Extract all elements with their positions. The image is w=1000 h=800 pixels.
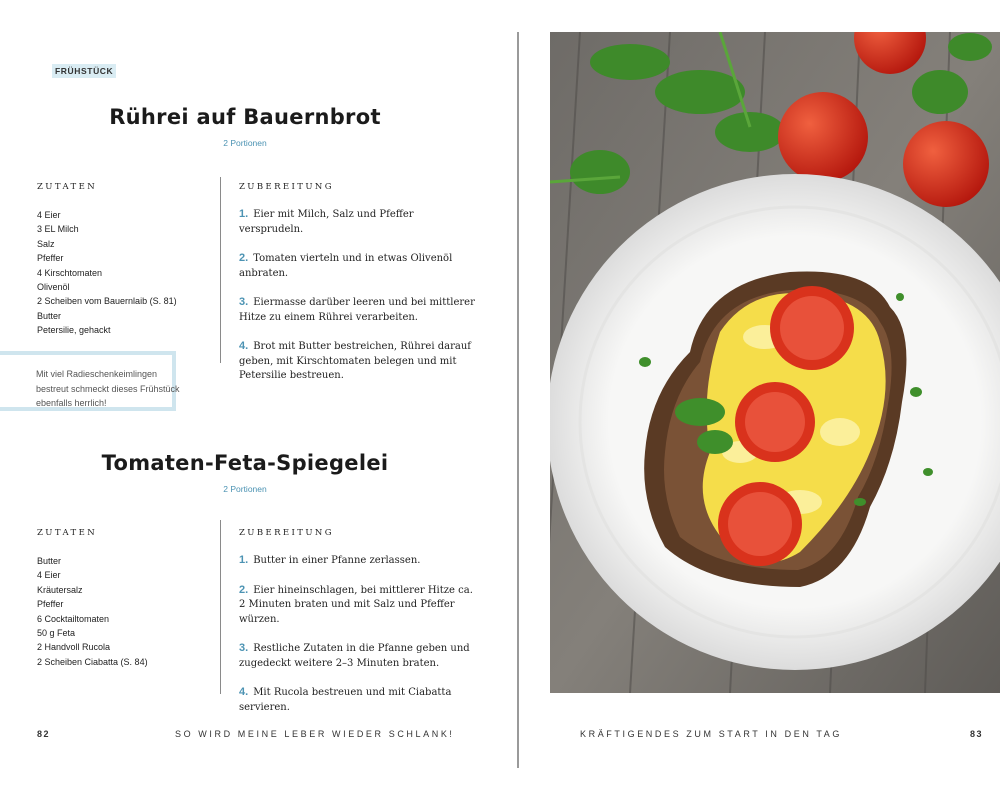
step-text: Mit Rucola bestreuen und mit Ciabatta servieren. bbox=[239, 687, 452, 713]
photo-illustration bbox=[550, 32, 1000, 693]
ingredient-item: Salz bbox=[37, 238, 55, 249]
page-number-left: 82 bbox=[37, 729, 51, 739]
portions-label: 2 Portionen bbox=[223, 484, 267, 494]
step-item bbox=[239, 553, 479, 569]
ingredient-item: 50 g Feta bbox=[37, 627, 76, 638]
ingredients-heading: ZUTATEN bbox=[37, 182, 98, 192]
ingredient-item: 4 Kirschtomaten bbox=[37, 267, 103, 278]
ingredients-list bbox=[37, 554, 148, 669]
ingredients-list bbox=[37, 208, 177, 338]
step-text: Brot mit Butter bestreichen, Rührei darauf geben, mit Kirschtomaten belegen und mit Petersilie bestreuen. bbox=[239, 341, 471, 381]
ingredient-item: 4 Eier bbox=[37, 210, 61, 220]
step-text: Restliche Zutaten in die Pfanne geben und zugedeckt weitere 2–3 Minuten braten. bbox=[239, 643, 470, 669]
ingredient-item: 2 Scheiben Ciabatta (S. 84) bbox=[37, 656, 148, 667]
step-number: 3. bbox=[239, 642, 249, 654]
ingredient-item: 6 Cocktailtomaten bbox=[37, 613, 110, 624]
step-number: 4. bbox=[239, 340, 249, 352]
ingredient-item: 2 Handvoll Rucola bbox=[37, 642, 111, 653]
step-number: 2. bbox=[239, 583, 249, 596]
preparation-steps bbox=[239, 207, 479, 398]
ingredient-item: 3 EL Milch bbox=[37, 224, 79, 235]
step-number: 1. bbox=[239, 208, 249, 220]
recipe-title: Rührei auf Bauernbrot bbox=[109, 105, 381, 129]
portions-label: 2 Portionen bbox=[223, 138, 267, 148]
tip-text: Mit viel Radieschenkeimlingen bestreut schmeckt dieses Frühstück ebenfalls herrlich! bbox=[36, 369, 180, 408]
step-item bbox=[239, 207, 479, 237]
step-item bbox=[239, 295, 479, 325]
step-number: 2. bbox=[239, 252, 249, 264]
step-item bbox=[239, 251, 479, 281]
page-number-right: 83 bbox=[970, 729, 984, 739]
section-tag: FRÜHSTÜCK bbox=[52, 64, 116, 78]
ingredient-item: 4 Eier bbox=[37, 570, 61, 581]
ingredient-item: Butter bbox=[37, 310, 62, 321]
step-number: 1. bbox=[239, 554, 249, 566]
running-footer-chapter: KRÄFTIGENDES ZUM START IN DEN TAG bbox=[580, 729, 842, 739]
step-item bbox=[239, 685, 479, 715]
step-number: 4. bbox=[239, 686, 249, 698]
step-number: 3. bbox=[239, 296, 249, 308]
ingredient-item: Olivenöl bbox=[37, 281, 70, 292]
step-text: Eier hineinschlagen, bei mittlerer Hitze ca. 2 Minuten braten und mit Salz und Pfeffer würzen. bbox=[239, 584, 473, 625]
recipe-title: Tomaten-Feta-Spiegelei bbox=[101, 451, 389, 475]
step-text: Eier mit Milch, Salz und Pfeffer versprudeln. bbox=[239, 209, 414, 235]
ingredient-item: Butter bbox=[37, 556, 62, 566]
preparation-heading: ZUBEREITUNG bbox=[239, 182, 334, 192]
ingredient-item: Pfeffer bbox=[37, 253, 64, 264]
column-divider bbox=[220, 177, 221, 363]
step-text: Eiermasse darüber leeren und bei mittlerer Hitze zu einem Rührei verarbeiten. bbox=[239, 297, 475, 323]
ingredient-item: Kräutersalz bbox=[37, 584, 83, 595]
column-divider bbox=[220, 520, 221, 694]
step-text: Tomaten vierteln und in etwas Olivenöl anbraten. bbox=[239, 253, 453, 279]
step-item bbox=[239, 339, 479, 384]
ingredient-item: 2 Scheiben vom Bauernlaib (S. 81) bbox=[37, 296, 177, 307]
step-text: Butter in einer Pfanne zerlassen. bbox=[253, 555, 421, 566]
ingredient-item: Pfeffer bbox=[37, 599, 64, 610]
running-footer-book-title: SO WIRD MEINE LEBER WIEDER SCHLANK! bbox=[175, 729, 455, 739]
scrambled-egg-toast-photo bbox=[550, 32, 1000, 693]
preparation-heading: ZUBEREITUNG bbox=[239, 528, 334, 538]
step-item bbox=[239, 641, 479, 671]
ingredient-item: Petersilie, gehackt bbox=[37, 325, 111, 336]
ingredients-heading: ZUTATEN bbox=[37, 528, 98, 538]
step-item bbox=[239, 583, 479, 628]
preparation-steps bbox=[239, 553, 479, 729]
